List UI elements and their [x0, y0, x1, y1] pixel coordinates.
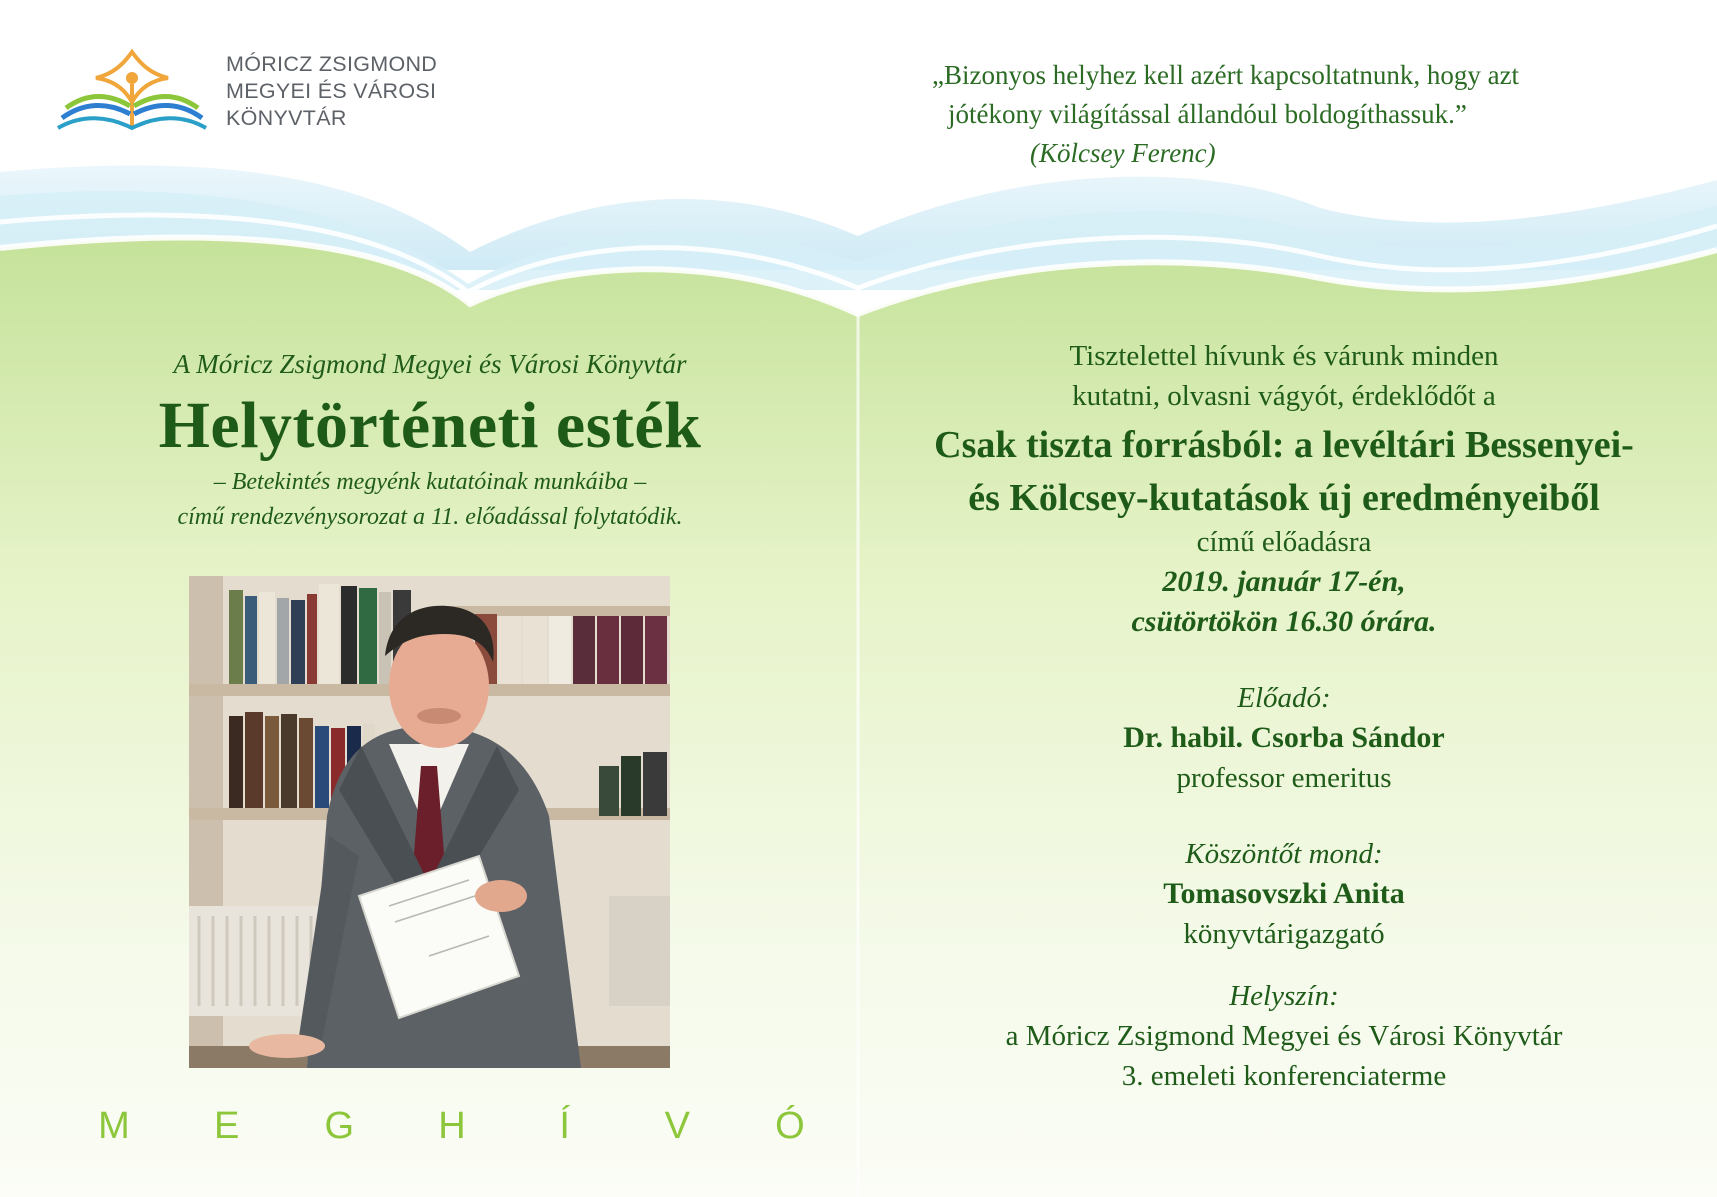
- event-date: 2019. január 17-én,: [1162, 565, 1406, 598]
- lecture-title-line-1: Csak tiszta forrásból: a levéltári Bessenyei-: [934, 424, 1634, 466]
- greeter-label: Köszöntőt mond:: [1185, 838, 1383, 870]
- intro-line-1: Tisztelettel hívunk és várunk minden: [1069, 340, 1499, 372]
- event-time: csütörtökön 16.30 órára.: [1131, 605, 1437, 638]
- kolcsey-quote: [880, 56, 1640, 173]
- speaker-title: professor emeritus: [1176, 762, 1392, 794]
- quote-author: (Kölcsey Ferenc): [1030, 138, 1216, 168]
- library-logo-icon: [52, 44, 212, 136]
- venue-line-1: a Móricz Zsigmond Megyei és Városi Könyvtár: [1005, 1020, 1563, 1052]
- organizer-name: A Móricz Zsigmond Megyei és Városi Könyvtár: [173, 349, 687, 379]
- series-title: Helytörténeti esték: [158, 389, 702, 462]
- library-logo-text: [226, 51, 466, 132]
- quote-line-1: „Bizonyos helyhez kell azért kapcsoltatnunk, hogy azt: [932, 60, 1520, 90]
- speaker-label: Előadó:: [1237, 682, 1331, 714]
- invitation-letter: M: [98, 1105, 130, 1147]
- invitation-letter: H: [438, 1105, 466, 1147]
- invitation-word: [92, 1104, 812, 1148]
- quote-line-2: jótékony világítással állandóul boldogíthassuk.”: [948, 99, 1467, 129]
- speaker-name: Dr. habil. Csorba Sándor: [1123, 721, 1445, 754]
- invitation-letter: Í: [559, 1105, 570, 1147]
- invitation-letter: G: [324, 1105, 355, 1147]
- speaker-photo: [189, 576, 670, 1068]
- invitation-letter: E: [213, 1105, 240, 1147]
- venue-line-2: 3. emeleti konferenciaterme: [1121, 1060, 1447, 1092]
- lecture-suffix: című előadásra: [1196, 526, 1372, 558]
- invitation-letter: Ó: [775, 1105, 805, 1147]
- lecture-title-line-2: és Kölcsey-kutatások új eredményeiből: [968, 477, 1600, 519]
- logo-line-1: MÓRICZ ZSIGMOND: [226, 52, 438, 76]
- invitation-letter: V: [664, 1105, 690, 1147]
- left-page-heading: [60, 346, 800, 534]
- greeter-title: könyvtárigazgató: [1183, 918, 1385, 950]
- right-page-invitation: [880, 336, 1688, 1096]
- logo-line-2: MEGYEI ÉS VÁROSI: [226, 79, 437, 103]
- series-subtitle-line-2: című rendezvénysorozat a 11. előadással folytatódik.: [177, 504, 683, 530]
- series-subtitle-line-1: – Betekintés megyénk kutatóinak munkáiba –: [213, 469, 647, 495]
- intro-line-2: kutatni, olvasni vágyót, érdeklődőt a: [1072, 380, 1496, 412]
- logo-line-3: KÖNYVTÁR: [226, 106, 347, 130]
- greeter-name: Tomasovszki Anita: [1163, 877, 1405, 910]
- venue-label: Helyszín:: [1229, 980, 1339, 1012]
